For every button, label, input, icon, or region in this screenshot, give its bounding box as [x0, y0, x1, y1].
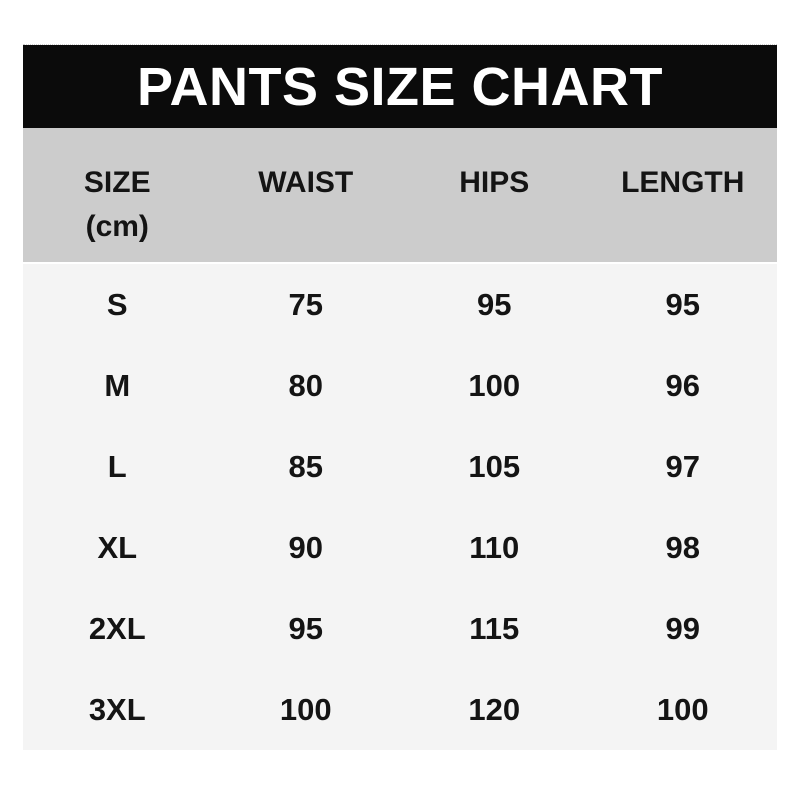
table-header-row	[23, 128, 777, 262]
length-value: 99	[665, 610, 700, 646]
length-value: 100	[656, 691, 709, 727]
length-value: 95	[665, 286, 700, 322]
waist-value: 80	[288, 367, 323, 403]
hips-value: 110	[469, 529, 520, 565]
table-row	[23, 345, 777, 426]
chart-title: PANTS SIZE CHART	[136, 56, 663, 117]
header-size-line2: (cm)	[85, 210, 149, 243]
waist-value: 100	[279, 691, 332, 727]
table-row	[23, 507, 777, 588]
hips-value: 95	[477, 286, 512, 322]
header-cell-size	[23, 128, 212, 262]
hips-value: 120	[468, 691, 521, 727]
waist-value: 75	[288, 286, 323, 322]
header-cell-hips: HIPS	[459, 166, 530, 199]
size-label: 3XL	[88, 691, 146, 727]
size-label: S	[106, 286, 128, 322]
table-row	[23, 588, 777, 669]
header-cell-waist: WAIST	[258, 166, 354, 199]
waist-value: 85	[288, 448, 323, 484]
hips-value: 100	[468, 367, 521, 403]
size-label: L	[107, 448, 127, 484]
table-row	[23, 426, 777, 507]
length-value: 96	[665, 367, 700, 403]
waist-value: 90	[288, 529, 323, 565]
waist-value: 95	[288, 610, 323, 646]
table-row	[23, 264, 777, 345]
hips-value: 105	[468, 448, 521, 484]
size-label: M	[104, 367, 131, 403]
table-row	[23, 669, 777, 750]
table-body	[23, 262, 777, 750]
header-cell-length: LENGTH	[621, 166, 745, 199]
size-label: 2XL	[88, 610, 146, 646]
size-label: XL	[97, 529, 138, 565]
length-value: 98	[665, 529, 700, 565]
size-chart-table	[23, 44, 777, 750]
length-value: 97	[665, 448, 700, 484]
header-size-line1: SIZE	[83, 166, 151, 199]
hips-value: 115	[469, 610, 520, 646]
chart-title-bar	[23, 45, 777, 128]
